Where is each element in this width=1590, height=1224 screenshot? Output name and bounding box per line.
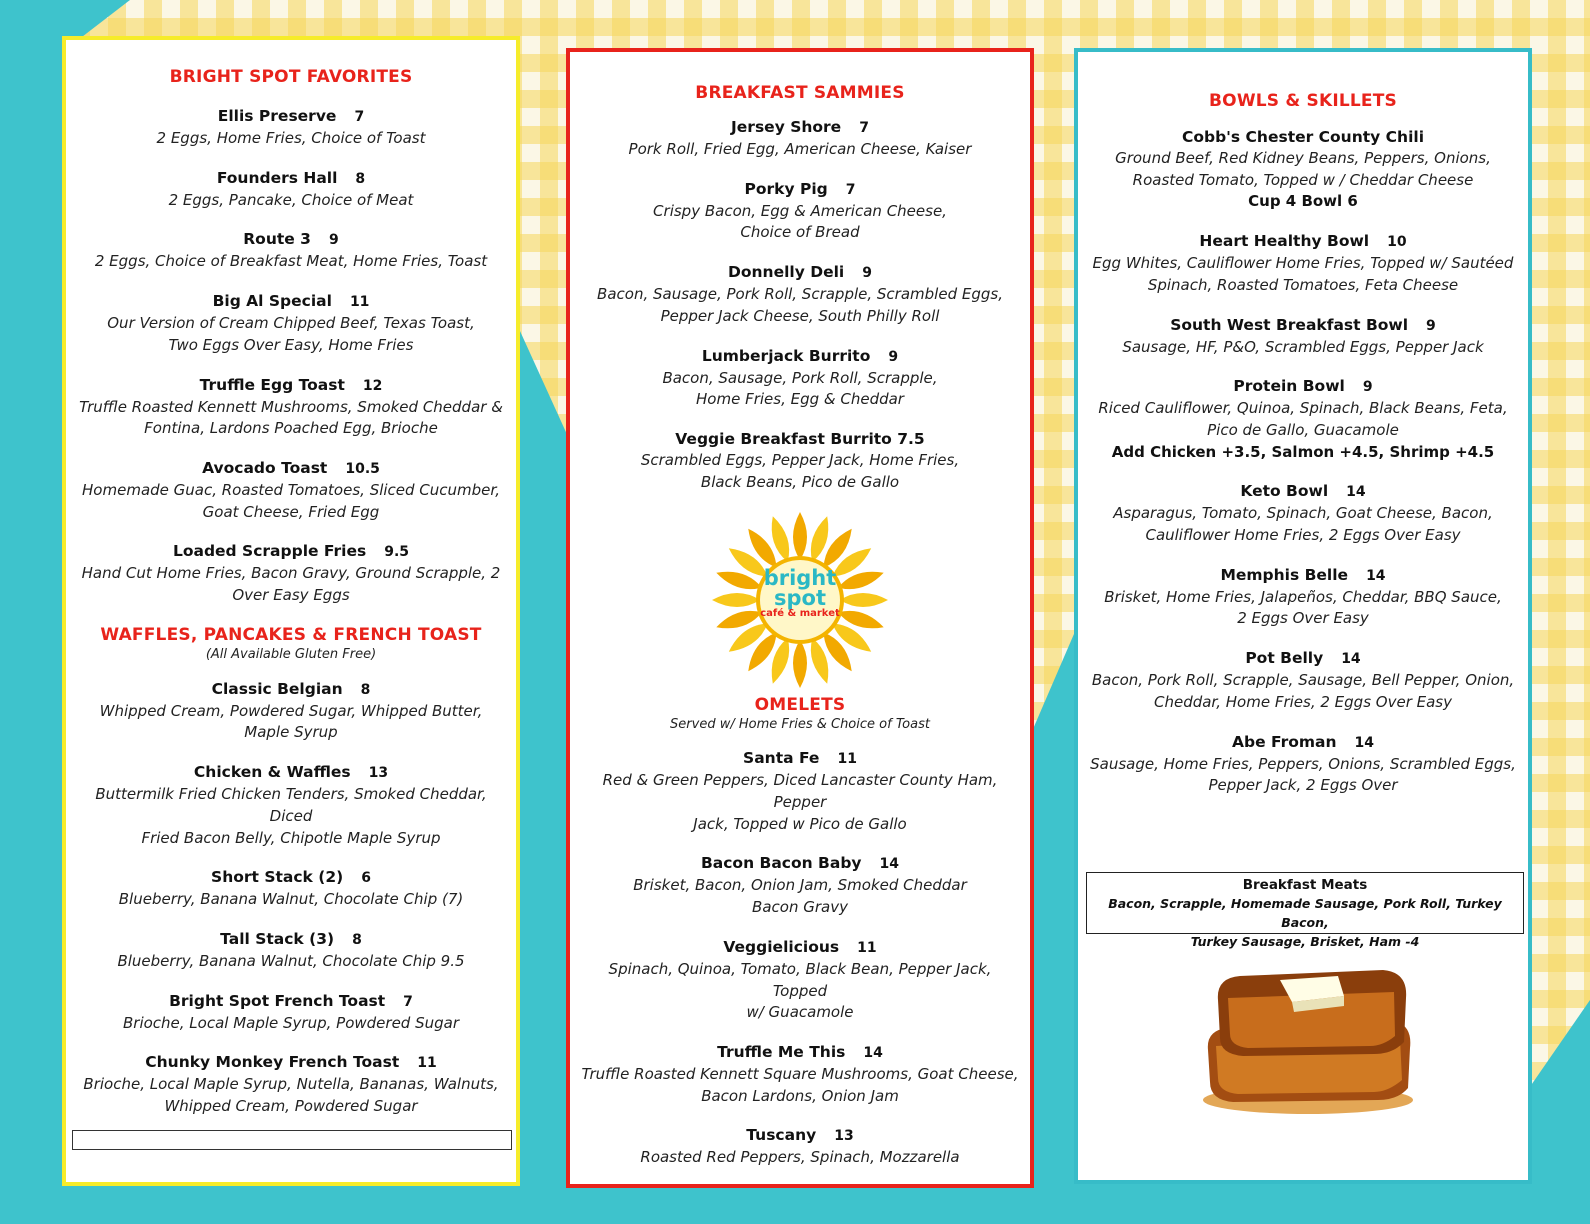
menu-item-description: Brioche, Local Maple Syrup, Nutella, Bananas, Walnuts, <box>83 1075 499 1094</box>
middle-menu-content-bottom <box>570 694 1030 1169</box>
menu-item-name-row <box>1078 126 1528 148</box>
menu-item-description: Cheddar, Home Fries, 2 Eggs Over Easy <box>1153 692 1452 711</box>
menu-item-price: 14 <box>1354 734 1375 751</box>
menu-item-founders-hall <box>66 167 516 212</box>
menu-item-extra: Add Chicken +3.5, Salmon +4.5, Shrimp +4.5 <box>1111 442 1495 461</box>
menu-item-name-row <box>570 428 1030 450</box>
menu-item-name: Bright Spot French Toast <box>169 991 386 1010</box>
menu-item-extra: Cup 4 Bowl 6 <box>1248 192 1358 211</box>
breakfast-meats-box <box>1086 872 1524 949</box>
menu-item-name: Loaded Scrapple Fries <box>172 542 367 561</box>
menu-item-classic-belgian <box>66 678 516 744</box>
menu-item-bright-spot-french-toast <box>66 990 516 1035</box>
menu-item-name: Chunky Monkey French Toast <box>145 1053 400 1072</box>
section-subtitle: Served w/ Home Fries & Choice of Toast <box>670 717 930 733</box>
menu-item-name-row <box>66 761 516 784</box>
menu-item-abe-froman <box>1078 731 1528 797</box>
teal-bg-mid-right <box>1030 620 1080 1200</box>
menu-item-big-al-special <box>66 290 516 356</box>
menu-item-price: 14 <box>1366 567 1386 584</box>
menu-item-truffle-me-this <box>570 1041 1030 1107</box>
menu-item-tall-stack-3 <box>66 928 516 973</box>
menu-item-name: Truffle Me This <box>717 1042 846 1061</box>
menu-item-description: Egg Whites, Cauliflower Home Fries, Topped w/ Sautéed <box>1092 254 1514 273</box>
menu-item-description: Brioche, Local Maple Syrup, Powdered Sugar <box>122 1013 459 1032</box>
menu-item-name-row <box>66 540 516 563</box>
menu-item-description: Pepper Jack, 2 Eggs Over <box>1208 776 1398 795</box>
menu-item-name: Route 3 <box>243 230 311 249</box>
menu-item-description: Riced Cauliflower, Quinoa, Spinach, Black Beans, Feta, <box>1098 399 1508 418</box>
menu-item-description: Cauliflower Home Fries, 2 Eggs Over Easy <box>1145 526 1461 545</box>
menu-item-name: Donnelly Deli <box>728 263 845 282</box>
menu-item-price: 11 <box>417 1055 437 1072</box>
sunflower-petal <box>793 512 807 560</box>
menu-item-name-row <box>66 866 516 889</box>
menu-item-name-row <box>570 1124 1030 1147</box>
menu-item-name: Chicken & Waffles <box>193 763 351 782</box>
menu-item-description: Ground Beef, Red Kidney Beans, Peppers, Onions, <box>1115 149 1491 167</box>
menu-item-description: Maple Syrup <box>244 723 338 742</box>
menu-item-bacon-bacon-baby <box>570 852 1030 918</box>
menu-item-veggie-breakfast-burrito-7-5 <box>570 428 1030 493</box>
menu-item-name: Lumberjack Burrito <box>701 346 871 365</box>
breakfast-meats-title: Breakfast Meats <box>1242 877 1368 893</box>
menu-item-description: Scrambled Eggs, Pepper Jack, Home Fries, <box>640 450 960 469</box>
menu-item-name: Tall Stack (3) <box>220 929 335 948</box>
menu-item-description: Crispy Bacon, Egg & American Cheese, <box>653 201 947 220</box>
menu-item-description: Buttermilk Fried Chicken Tenders, Smoked Cheddar, Diced <box>95 785 487 825</box>
menu-item-price: 11 <box>349 294 370 311</box>
menu-item-name-row <box>570 852 1030 875</box>
menu-item-name-row <box>570 116 1030 139</box>
menu-item-name-row <box>66 990 516 1013</box>
menu-item-description: Asparagus, Tomato, Spinach, Goat Cheese, Bacon, <box>1113 504 1493 523</box>
menu-item-description: Red & Green Peppers, Diced Lancaster County Ham, Pepper <box>602 771 998 812</box>
menu-item-description: Bacon, Sausage, Pork Roll, Scrapple, Scrambled Eggs, <box>597 285 1003 304</box>
menu-item-name: Cobb's Chester County Chili <box>1181 128 1425 146</box>
menu-item-name-row <box>66 228 516 251</box>
menu-item-route-3 <box>66 228 516 273</box>
menu-item-name-row <box>570 747 1030 770</box>
menu-item-lumberjack-burrito <box>570 345 1030 411</box>
menu-item-porky-pig <box>570 178 1030 244</box>
menu-panel-left <box>62 36 520 1186</box>
menu-item-description: Truffle Roasted Kennett Mushrooms, Smoked Cheddar & <box>79 397 503 416</box>
menu-item-name-row <box>570 1041 1030 1064</box>
menu-item-price: 9 <box>862 265 872 282</box>
menu-item-price: 11 <box>857 939 877 956</box>
menu-item-name-row <box>66 457 516 480</box>
menu-item-price: 14 <box>1346 484 1366 501</box>
menu-item-price: 10.5 <box>345 460 380 477</box>
menu-item-south-west-breakfast-bowl <box>1078 314 1528 359</box>
menu-item-name: Jersey Shore <box>731 118 842 136</box>
menu-item-name: Short Stack (2) <box>211 868 344 887</box>
sunflower-petal <box>793 640 807 688</box>
menu-item-description: 2 Eggs Over Easy <box>1237 609 1369 628</box>
menu-item-description: Bacon Gravy <box>752 898 848 917</box>
menu-item-chunky-monkey-french-toast <box>66 1051 516 1117</box>
menu-item-name: Tuscany <box>746 1126 817 1145</box>
empty-box <box>72 1130 512 1150</box>
menu-item-short-stack-2 <box>66 866 516 911</box>
menu-item-chicken-waffles <box>66 761 516 849</box>
french-toast-icon <box>1188 950 1428 1120</box>
menu-item-description: Roasted Tomato, Topped w / Cheddar Cheese <box>1132 170 1474 189</box>
menu-item-name: Abe Froman <box>1231 732 1337 751</box>
menu-item-description: 2 Eggs, Choice of Breakfast Meat, Home Fries, Toast <box>94 252 488 271</box>
menu-item-description: Fontina, Lardons Poached Egg, Brioche <box>144 419 438 438</box>
menu-item-price: 7 <box>859 120 869 136</box>
menu-item-price: 9 <box>1426 317 1436 334</box>
menu-item-ellis-preserve <box>66 105 516 150</box>
menu-item-price: 10 <box>1387 234 1407 251</box>
menu-item-description: Two Eggs Over Easy, Home Fries <box>168 335 414 354</box>
menu-panel-middle <box>566 48 1034 1188</box>
menu-item-name-row <box>1078 314 1528 337</box>
menu-item-description: 2 Eggs, Pancake, Choice of Meat <box>168 190 414 209</box>
logo-text-bright: bright <box>763 566 837 591</box>
menu-item-description: Our Version of Cream Chipped Beef, Texas Toast, <box>107 314 475 333</box>
menu-item-jersey-shore <box>570 116 1030 161</box>
menu-item-price: 9 <box>1362 379 1373 396</box>
menu-item-price: 12 <box>362 377 383 394</box>
menu-item-pot-belly <box>1078 647 1528 713</box>
section-title: BOWLS & SKILLETS <box>1209 91 1397 111</box>
menu-item-price: 9 <box>328 232 339 249</box>
menu-item-name-row <box>570 936 1030 959</box>
menu-item-name-row <box>66 290 516 313</box>
menu-item-name-row <box>66 374 516 397</box>
menu-item-description: Pico de Gallo, Guacamole <box>1207 420 1399 439</box>
menu-item-name: Truffle Egg Toast <box>199 375 345 394</box>
menu-item-description: Jack, Topped w Pico de Gallo <box>693 814 907 833</box>
menu-item-description: Home Fries, Egg & Cheddar <box>696 390 904 409</box>
menu-item-keto-bowl <box>1078 480 1528 546</box>
menu-item-cobb-s-chester-county-chili <box>1078 126 1528 213</box>
menu-item-description: Black Beans, Pico de Gallo <box>700 472 900 491</box>
section-subtitle: (All Available Gluten Free) <box>205 646 377 662</box>
menu-item-santa-fe <box>570 747 1030 835</box>
menu-item-donnelly-deli <box>570 261 1030 327</box>
menu-item-price: 7 <box>845 181 856 198</box>
menu-item-description: Truffle Roasted Kennett Square Mushrooms, Goat Cheese, <box>581 1064 1019 1083</box>
menu-item-veggielicious <box>570 936 1030 1024</box>
menu-item-description: 2 Eggs, Home Fries, Choice of Toast <box>156 129 426 147</box>
menu-item-name-row <box>1078 230 1528 253</box>
menu-item-description: Whipped Cream, Powdered Sugar, Whipped Butter, <box>99 701 483 720</box>
menu-item-description: Spinach, Quinoa, Tomato, Black Bean, Pepper Jack, Topped <box>608 959 992 1000</box>
menu-item-description: Bacon, Sausage, Pork Roll, Scrapple, <box>662 368 938 387</box>
menu-item-avocado-toast <box>66 457 516 523</box>
menu-item-heart-healthy-bowl <box>1078 230 1528 296</box>
breakfast-meats-line: Bacon, Scrapple, Homemade Sausage, Pork Roll, Turkey Bacon, <box>1108 896 1502 930</box>
menu-item-description: Sausage, Home Fries, Peppers, Onions, Scrambled Eggs, <box>1090 754 1516 773</box>
menu-item-name-row <box>1078 647 1528 670</box>
menu-item-tuscany <box>570 1124 1030 1169</box>
menu-item-name: Bacon Bacon Baby <box>700 854 862 873</box>
menu-item-price: 8 <box>360 681 371 698</box>
menu-item-name: Founders Hall <box>216 168 338 187</box>
menu-item-name-row <box>570 261 1030 284</box>
menu-item-price: 7 <box>403 993 413 1010</box>
menu-panel-right <box>1074 48 1532 1184</box>
logo-text-cafe: café & market <box>760 608 840 620</box>
menu-item-name: Ellis Preserve <box>217 107 337 125</box>
menu-item-name-row <box>66 105 516 128</box>
menu-item-price: 14 <box>879 856 900 873</box>
menu-item-description: Goat Cheese, Fried Egg <box>202 502 380 521</box>
menu-item-name-row <box>66 1051 516 1074</box>
menu-item-name: Memphis Belle <box>1220 565 1349 584</box>
menu-item-name-row <box>1078 731 1528 754</box>
breakfast-meats-line: Turkey Sausage, Brisket, Ham -4 <box>1190 934 1420 949</box>
middle-menu-content-top <box>570 52 1030 493</box>
menu-item-price: 9 <box>888 348 899 365</box>
menu-item-name: Big Al Special <box>212 292 332 311</box>
right-menu-content <box>1078 52 1528 797</box>
menu-item-description: w/ Guacamole <box>746 1003 854 1022</box>
menu-item-name: Pot Belly <box>1245 649 1324 668</box>
left-menu-content <box>66 40 516 1118</box>
menu-item-price: 14 <box>863 1044 883 1061</box>
menu-item-name: Heart Healthy Bowl <box>1199 232 1370 251</box>
section-title: WAFFLES, PANCAKES & FRENCH TOAST <box>100 624 482 645</box>
menu-item-description: Bacon Lardons, Onion Jam <box>701 1086 899 1105</box>
menu-item-price: 8 <box>352 931 362 948</box>
menu-item-description: Over Easy Eggs <box>232 586 350 605</box>
menu-item-name: Santa Fe <box>743 749 820 768</box>
menu-item-name-row <box>1078 375 1528 398</box>
menu-item-description: Whipped Cream, Powdered Sugar <box>164 1097 418 1116</box>
menu-item-description: Brisket, Bacon, Onion Jam, Smoked Cheddar <box>633 876 967 895</box>
menu-item-name-row <box>66 678 516 701</box>
teal-bg-left <box>0 0 64 1224</box>
menu-item-description: Spinach, Roasted Tomatoes, Feta Cheese <box>1147 275 1459 294</box>
menu-item-name-row <box>1078 480 1528 503</box>
menu-item-name-row <box>570 178 1030 201</box>
menu-item-price: 7 <box>354 109 365 125</box>
menu-item-name: Porky Pig <box>744 179 828 198</box>
menu-item-loaded-scrapple-fries <box>66 540 516 606</box>
menu-item-price: 14 <box>1341 651 1361 668</box>
menu-item-memphis-belle <box>1078 564 1528 630</box>
menu-item-description: Sausage, HF, P&O, Scrambled Eggs, Pepper Jack <box>1122 337 1484 356</box>
section-title: BREAKFAST SAMMIES <box>695 83 905 103</box>
menu-item-description: Roasted Red Peppers, Spinach, Mozzarella <box>640 1148 960 1167</box>
teal-bg-right <box>1528 1000 1590 1224</box>
menu-item-name-row <box>570 345 1030 368</box>
menu-item-name: South West Breakfast Bowl <box>1170 315 1409 334</box>
menu-item-description: Blueberry, Banana Walnut, Chocolate Chip (7) <box>118 890 464 909</box>
menu-item-description: Fried Bacon Belly, Chipotle Maple Syrup <box>141 828 441 847</box>
menu-item-price: 13 <box>368 765 389 782</box>
menu-item-description: Blueberry, Banana Walnut, Chocolate Chip 9.5 <box>117 951 465 970</box>
french-toast-image <box>1188 950 1428 1120</box>
menu-item-description: Bacon, Pork Roll, Scrapple, Sausage, Bell Pepper, Onion, <box>1091 671 1515 690</box>
menu-item-description: Brisket, Home Fries, Jalapeños, Cheddar, BBQ Sauce, <box>1104 587 1502 606</box>
logo-text-spot: spot <box>774 586 826 611</box>
menu-item-name: Veggie Breakfast Burrito 7.5 <box>675 429 925 448</box>
menu-item-price: 6 <box>361 870 371 887</box>
menu-item-description: Homemade Guac, Roasted Tomatoes, Sliced Cucumber, <box>82 480 500 499</box>
menu-item-description: Pepper Jack Cheese, South Philly Roll <box>660 306 940 325</box>
bright-spot-logo <box>700 510 900 690</box>
section-title: OMELETS <box>754 695 846 716</box>
menu-item-price: 13 <box>834 1128 854 1145</box>
menu-item-name: Veggielicious <box>723 937 840 956</box>
menu-item-description: Pork Roll, Fried Egg, American Cheese, Kaiser <box>628 140 972 158</box>
menu-item-price: 8 <box>355 170 366 187</box>
menu-item-name-row <box>66 928 516 951</box>
menu-item-price: 9.5 <box>384 544 410 561</box>
menu-item-name: Keto Bowl <box>1240 482 1329 501</box>
menu-item-price: 11 <box>837 751 857 768</box>
menu-item-name-row <box>66 167 516 190</box>
section-title: BRIGHT SPOT FAVORITES <box>169 67 413 87</box>
menu-item-name-row <box>1078 564 1528 587</box>
menu-item-truffle-egg-toast <box>66 374 516 440</box>
menu-item-name: Protein Bowl <box>1233 377 1345 396</box>
menu-item-description: Hand Cut Home Fries, Bacon Gravy, Ground Scrapple, 2 <box>81 564 501 583</box>
menu-item-name: Classic Belgian <box>211 679 343 698</box>
menu-item-description: Choice of Bread <box>740 223 860 242</box>
menu-item-name: Avocado Toast <box>202 458 328 477</box>
menu-item-protein-bowl <box>1078 375 1528 463</box>
